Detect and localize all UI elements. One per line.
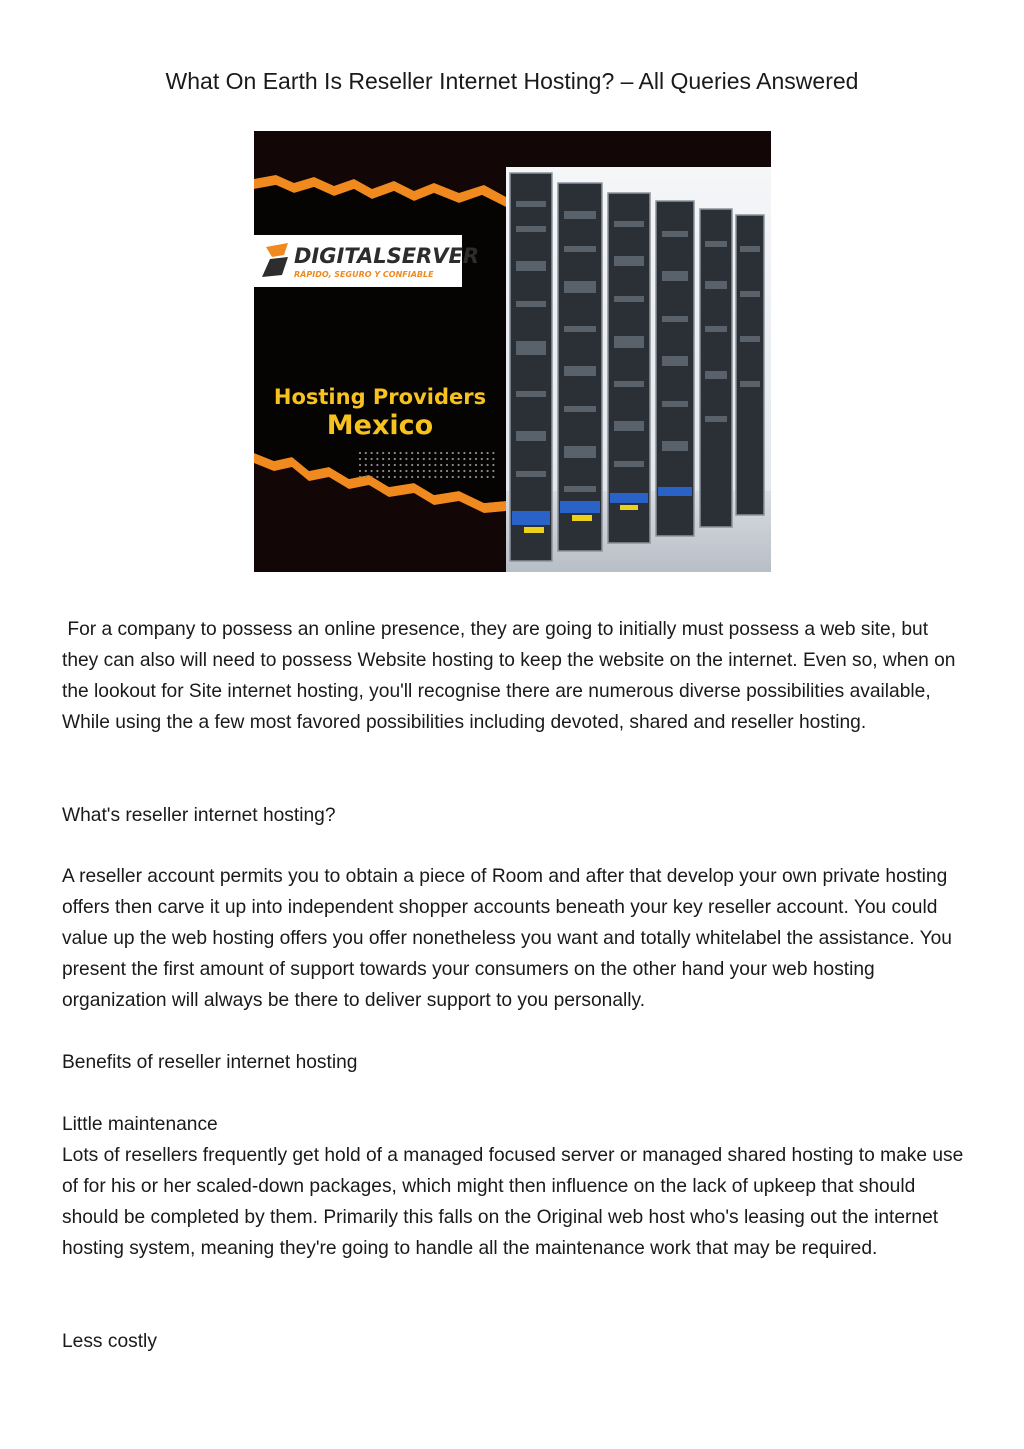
subheading-little-maintenance: Little maintenance xyxy=(62,1114,218,1135)
intro-paragraph: For a company to possess an online presence, they are going to initially must possess a web site, but they can also will need to possess Website hosting to keep the website on the internet. Even so, when on the lookout for Site internet hosting, you'll recognise there are numerous diverse possibilities available, While using the a few most favored possibilities including devoted, shared and reseller hosting. xyxy=(62,619,961,733)
reseller-account-paragraph: A reseller account permits you to obtain a piece of Room and after that develop your own private hosting offers then carve it up into independent shopper accounts beneath your key reseller account. You could value up the web hosting offers you offer nonetheless you want and totally whitelabel the assistance. You present the first amount of support towards your consumers on the other hand your web hosting organization will always be there to deliver support to you personally. xyxy=(62,866,958,1011)
brand-name: DIGITALSERVER xyxy=(294,244,480,268)
maintenance-paragraph: Lots of resellers frequently get hold of a managed focused server or managed shared hosting to make use of for his or her scaled-down packages, which might then influence on the lack of upkeep that should should be completed by them. Primarily this falls on the Original web host who's leasing out the internet hosting system, meaning they're going to handle all the maintenance work that may be required. xyxy=(62,1145,969,1259)
brand-tagline: RÁPIDO, SEGURO Y CONFIABLE xyxy=(294,270,434,279)
subheading-less-costly: Less costly xyxy=(62,1331,157,1352)
hero-banner-image xyxy=(254,131,771,572)
heading-benefits: Benefits of reseller internet hosting xyxy=(62,1052,358,1073)
headline-line2: Mexico xyxy=(326,410,434,441)
page-title: What On Earth Is Reseller Internet Hosting? – All Queries Answered xyxy=(165,68,859,94)
headline-line1: Hosting Providers xyxy=(273,385,487,409)
server-room-photo xyxy=(506,167,771,572)
heading-what-is-reseller-hosting: What's reseller internet hosting? xyxy=(62,805,336,826)
